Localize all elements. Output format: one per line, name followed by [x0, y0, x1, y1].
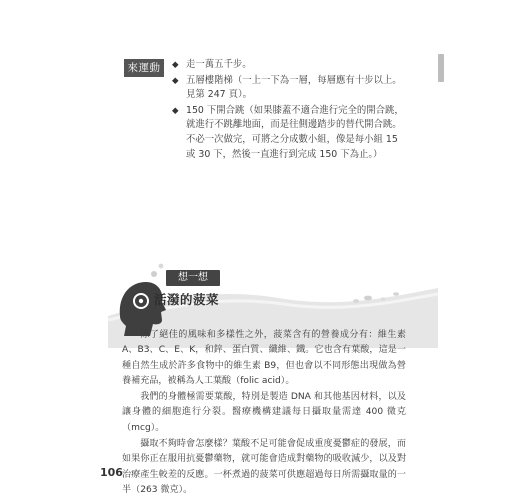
diamond-bullet-icon: ◆ [172, 75, 179, 86]
exercise-label: 來運動 [124, 59, 164, 77]
diamond-bullet-icon: ◆ [172, 105, 179, 116]
exercise-item [172, 104, 404, 162]
diamond-bullet-icon: ◆ [172, 60, 179, 70]
chapter-edge-tab [438, 54, 444, 82]
exercise-item [172, 74, 404, 103]
exercise-list [172, 58, 404, 163]
think-label: 想一想 [166, 270, 220, 286]
exercise-item-text: 走一萬五千步。 [186, 59, 252, 70]
exercise-item-text: 150 下開合跳（如果膝蓋不適合進行完全的開合跳，就進行不跳離地面，而是往側邊踏步的替代開合跳。不必一次做完，可將之分成數小組，像是每小組 15 或 30 下，然後一直進行到完成 150 下為止。） [186, 104, 404, 160]
body-text [122, 328, 406, 499]
paragraph: 我們的身體極需要葉酸，特別是製造 DNA 和其他基因材料，以及讓身體的細胞進行分裂。醫療機構建議每日攝取量需達 400 微克（mcg）。 [122, 392, 406, 433]
paragraph: 除了絕佳的風味和多樣性之外，菠菜含有的營養成分有：維生素 A、B3、C、E、K，和鋅、蛋白質、纖維、鐵。它也含有葉酸，這是一種自然生成於許多食物中的維生素 B9，但也會以不同形態出現做為營養補充品，被稱為人工葉酸（folic acid）。 [122, 330, 406, 386]
section-title: 活潑的菠菜 [154, 292, 220, 307]
exercise-item-text: 五層樓階梯（一上一下為一層，每層應有十步以上。見第 247 頁）。 [186, 74, 402, 101]
exercise-item [172, 58, 404, 73]
page-number: 106 [100, 466, 123, 479]
paragraph: 攝取不夠時會怎麼樣？葉酸不足可能會促成重度憂鬱症的發展，而如果你正在服用抗憂鬱藥物，就可能會造成對藥物的吸收減少，以及對治療產生較差的反應。一杯煮過的菠菜可供應超過每日所需攝取量的一半（263 微克）。 [122, 439, 406, 495]
